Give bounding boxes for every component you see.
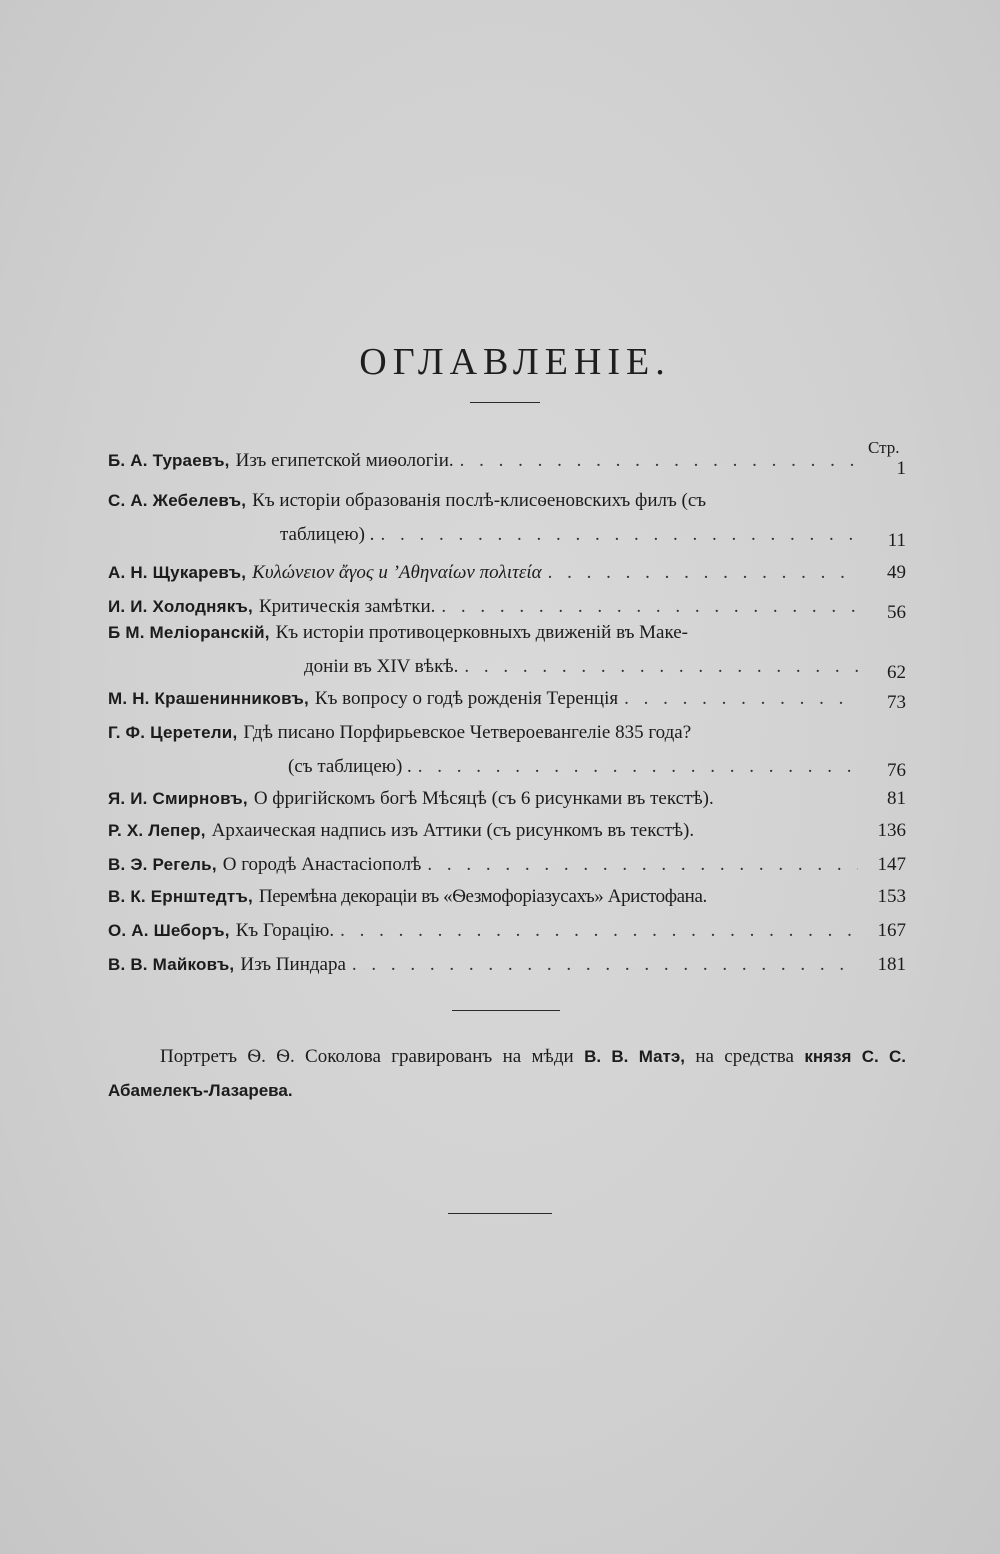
entry-author: Я. И. Смирновъ, (108, 789, 248, 808)
entry-author: О. А. Шеборъ, (108, 921, 230, 940)
entry-page: 167 (877, 920, 906, 941)
toc-entry (108, 920, 906, 954)
entry-page: 62 (887, 662, 906, 683)
entry-page: 49 (887, 562, 906, 583)
entry-title: Архаическая надпись изъ Аттики (съ рисункомъ въ текстѣ). (211, 820, 695, 841)
leader-dots (624, 688, 858, 710)
toc-entry (108, 722, 906, 790)
entry-author: А. Н. Щукаревъ, (108, 563, 247, 582)
toc-entry (108, 886, 906, 920)
entry-author: Г. Ф. Церетели, (108, 723, 238, 742)
toc-entry (108, 688, 906, 722)
entry-page: 76 (887, 760, 906, 781)
portrait-note (108, 1040, 906, 1108)
note-text: Портретъ Ѳ. Ѳ. Соколова гравированъ на мѣди (160, 1046, 574, 1067)
sponsor-name: князя С. С. Абамелекъ-Лазарева. (108, 1047, 907, 1100)
entry-title: Къ исторіи образованія послѣ-клисѳеновскихъ филъ (съ (252, 490, 707, 511)
toc-entry (108, 954, 906, 988)
entry-author: В. К. Ернштедтъ, (108, 887, 253, 906)
entry-title: Къ Горацію. (235, 920, 335, 941)
entry-page: 11 (887, 530, 906, 551)
entry-title: Къ исторіи противоцерковныхъ движеній въ Маке- (275, 622, 688, 643)
entry-author: В. В. Майковъ, (108, 955, 235, 974)
entry-page: 56 (887, 602, 906, 623)
toc-entry (108, 820, 906, 854)
page-column-label: Стр. (868, 438, 900, 457)
toc-entry (108, 854, 906, 888)
leader-dots (548, 562, 858, 584)
page-title: ОГЛАВЛЕНІЕ. (359, 341, 671, 383)
entry-title-continued: таблицею) . (280, 524, 375, 545)
toc-entry (108, 788, 906, 822)
entry-title: Изъ египетской миѳологіи. (235, 450, 454, 471)
engraver-name: В. В. Матэ, (584, 1047, 685, 1066)
entry-author: И. И. Холоднякъ, (108, 597, 253, 616)
entry-author: Б М. Меліоранскій, (108, 623, 270, 642)
entry-page: 1 (896, 458, 906, 479)
toc-entry (108, 622, 906, 690)
leader-dots (441, 596, 858, 618)
leader-dots (460, 450, 858, 472)
entry-title: Критическія замѣтки. (258, 596, 436, 617)
leader-dots (427, 854, 858, 876)
leader-dots (340, 920, 858, 942)
entry-title: О фригійскомъ богѣ Мѣсяцѣ (съ 6 рисунками въ текстѣ). (253, 788, 714, 809)
leader-dots (464, 656, 858, 678)
bottom-divider (448, 1213, 552, 1214)
toc-entry (108, 490, 906, 558)
section-divider (452, 1010, 560, 1011)
leader-dots (380, 524, 858, 546)
entry-page: 73 (887, 692, 906, 713)
leader-dots (352, 954, 858, 976)
entry-page: 147 (877, 854, 906, 875)
entry-title: Гдѣ писано Порфирьевское Четвероевангеліе 835 года? (243, 722, 692, 743)
entry-title: Перемѣна декораціи въ «Ѳезмофоріазусахъ» Аристофана. (258, 886, 707, 907)
entry-author: Б. А. Тураевъ, (108, 451, 230, 470)
toc-entry (108, 562, 906, 596)
entry-page: 181 (877, 954, 906, 975)
entry-title-continued: (съ таблицею) . (288, 756, 412, 777)
entry-author: С. А. Жебелевъ, (108, 491, 247, 510)
entry-title: О городѣ Анастасіополѣ (222, 854, 422, 875)
leader-dots (418, 756, 858, 778)
entry-page: 81 (887, 788, 906, 809)
entry-title-continued: доніи въ XIV вѣкѣ. (304, 656, 459, 677)
entry-page: 153 (877, 886, 906, 907)
entry-title: Κυλώνειον ἄγος и ’Αθηναίων πολιτεία (252, 562, 542, 583)
entry-page: 136 (877, 820, 906, 841)
entry-author: В. Э. Регель, (108, 855, 217, 874)
note-text-2: на средства (695, 1046, 794, 1067)
entry-author: М. Н. Крашенинниковъ, (108, 689, 309, 708)
entry-title: Къ вопросу о годѣ рожденія Теренція (314, 688, 619, 709)
entry-title: Изъ Пиндара (240, 954, 346, 975)
title-divider (470, 402, 540, 403)
entry-author: Р. Х. Лепер, (108, 821, 206, 840)
toc-entry (108, 450, 906, 484)
